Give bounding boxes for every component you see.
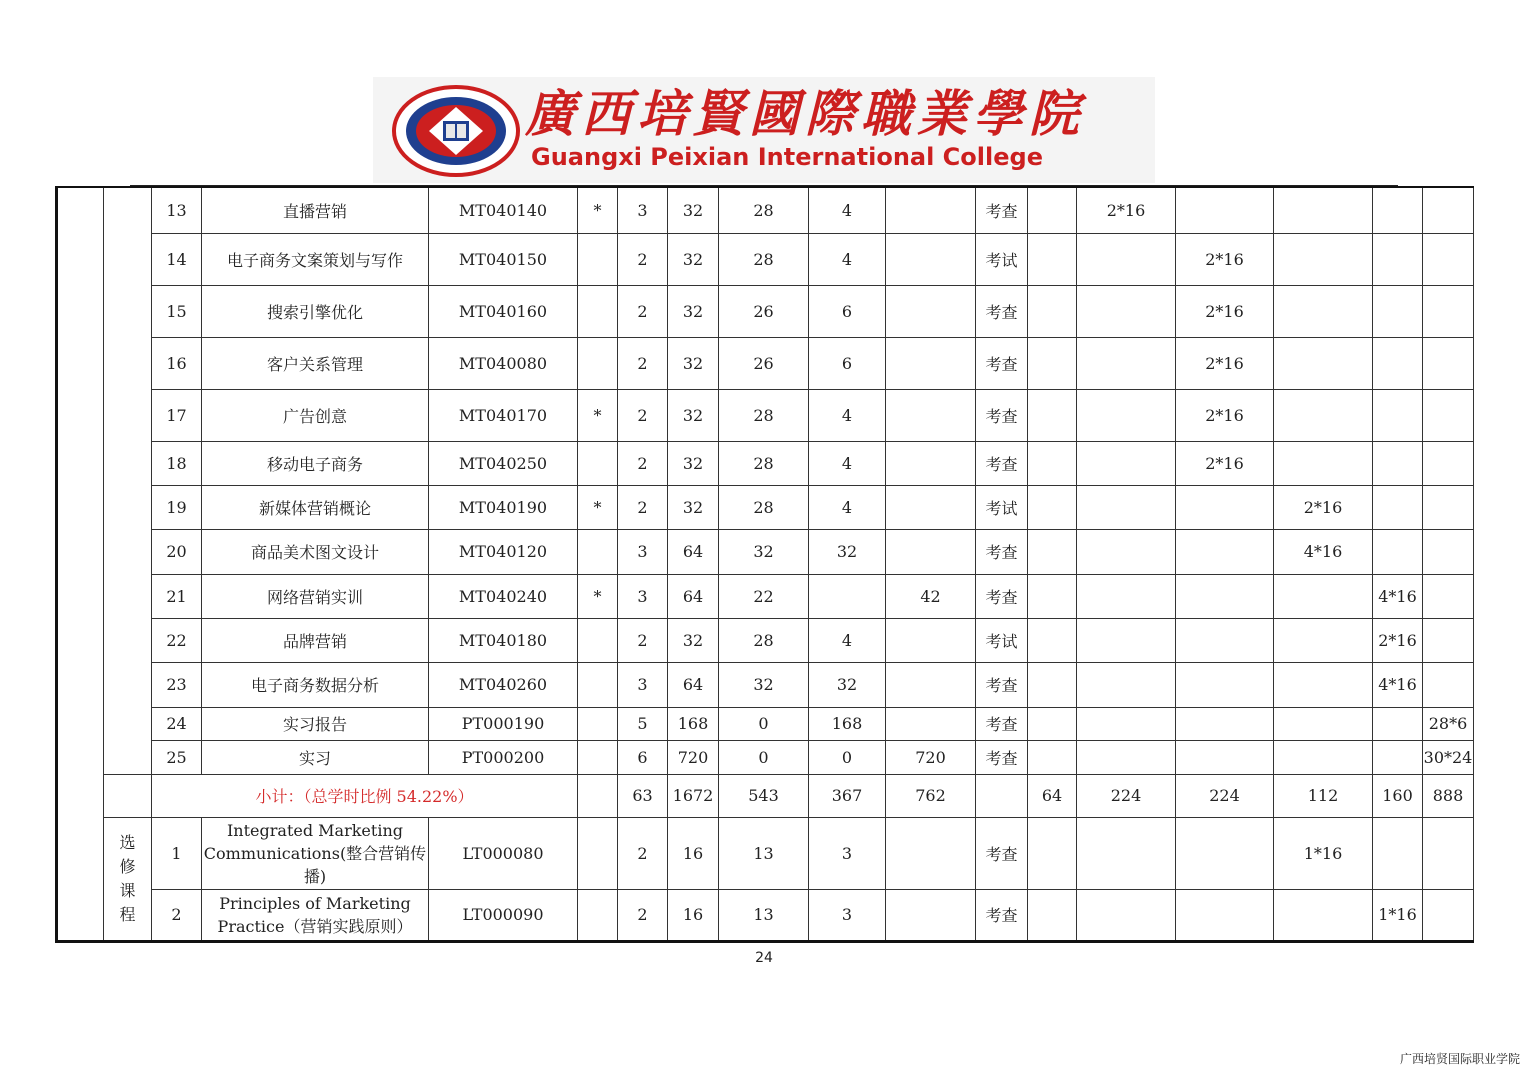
row-number: 1 <box>152 817 202 889</box>
semester-1 <box>1028 889 1077 941</box>
row-number: 19 <box>152 485 202 529</box>
semester-5 <box>1373 740 1423 774</box>
theory-hours: 26 <box>719 337 809 389</box>
semester-3 <box>1176 662 1274 707</box>
theory-hours: 0 <box>719 707 809 740</box>
practice-hours: 32 <box>809 662 886 707</box>
semester-1 <box>1028 187 1077 233</box>
semester-4 <box>1274 389 1373 441</box>
table-row <box>57 337 1474 389</box>
semester-6 <box>1423 337 1474 389</box>
semester-6 <box>1423 817 1474 889</box>
course-name: 电子商务数据分析 <box>202 662 429 707</box>
college-logo-emblem <box>391 85 521 177</box>
course-code: LT000080 <box>429 817 578 889</box>
course-schedule-table <box>55 186 1474 943</box>
theory-hours: 26 <box>719 285 809 337</box>
course-name: 搜索引擎优化 <box>202 285 429 337</box>
elective-row <box>57 817 1474 889</box>
subtotal-practice: 367 <box>809 774 886 817</box>
semester-5 <box>1373 817 1423 889</box>
core-mark <box>578 707 618 740</box>
semester-3: 2*16 <box>1176 441 1274 485</box>
semester-1 <box>1028 233 1077 285</box>
practice-hours: 32 <box>809 529 886 574</box>
semester-5: 4*16 <box>1373 574 1423 618</box>
semester-6 <box>1423 285 1474 337</box>
college-name-chinese: 廣西培賢國際職業學院 <box>525 84 1085 143</box>
table-row <box>57 441 1474 485</box>
semester-4 <box>1274 285 1373 337</box>
semester-2 <box>1077 707 1176 740</box>
practice-hours: 4 <box>809 389 886 441</box>
total-hours: 32 <box>668 187 719 233</box>
practice-hours <box>809 574 886 618</box>
semester-2 <box>1077 389 1176 441</box>
core-mark <box>578 285 618 337</box>
table-row <box>57 662 1474 707</box>
internship-hours <box>886 889 976 941</box>
semester-1 <box>1028 529 1077 574</box>
internship-hours <box>886 337 976 389</box>
semester-2 <box>1077 233 1176 285</box>
core-mark: * <box>578 389 618 441</box>
semester-3 <box>1176 740 1274 774</box>
internship-hours: 720 <box>886 740 976 774</box>
semester-5 <box>1373 233 1423 285</box>
semester-6 <box>1423 187 1474 233</box>
row-number: 15 <box>152 285 202 337</box>
course-code: MT040250 <box>429 441 578 485</box>
theory-hours: 28 <box>719 187 809 233</box>
internship-hours <box>886 618 976 662</box>
table-row <box>57 740 1474 774</box>
credits: 3 <box>618 662 668 707</box>
row-number: 13 <box>152 187 202 233</box>
semester-2 <box>1077 889 1176 941</box>
subtotal-s4: 112 <box>1274 774 1373 817</box>
theory-hours: 28 <box>719 233 809 285</box>
core-mark <box>578 337 618 389</box>
table-row <box>57 707 1474 740</box>
table-row <box>57 233 1474 285</box>
core-mark <box>578 740 618 774</box>
core-mark: * <box>578 485 618 529</box>
core-mark <box>578 662 618 707</box>
semester-6 <box>1423 574 1474 618</box>
semester-1 <box>1028 485 1077 529</box>
row-number: 17 <box>152 389 202 441</box>
elective-credit: 2 <box>618 889 668 941</box>
total-hours: 32 <box>668 485 719 529</box>
semester-3 <box>1176 485 1274 529</box>
semester-4 <box>1274 889 1373 941</box>
semester-3: 2*16 <box>1176 285 1274 337</box>
table-row <box>57 529 1474 574</box>
semester-2 <box>1077 740 1176 774</box>
internship-hours <box>886 187 976 233</box>
assessment-type: 考查 <box>976 574 1028 618</box>
internship-hours <box>886 529 976 574</box>
theory-hours: 32 <box>719 529 809 574</box>
semester-5 <box>1373 389 1423 441</box>
semester-6 <box>1423 889 1474 941</box>
course-code: MT040160 <box>429 285 578 337</box>
semester-1 <box>1028 337 1077 389</box>
course-code: PT000190 <box>429 707 578 740</box>
course-code: MT040150 <box>429 233 578 285</box>
course-name: 客户关系管理 <box>202 337 429 389</box>
elective-theory: 13 <box>719 889 809 941</box>
elective-row <box>57 889 1474 941</box>
total-hours: 168 <box>668 707 719 740</box>
assessment-type: 考查 <box>976 389 1028 441</box>
semester-2 <box>1077 618 1176 662</box>
core-mark <box>578 817 618 889</box>
row-number: 14 <box>152 233 202 285</box>
course-name: Integrated Marketing Communications(整合营销传播) <box>202 817 429 889</box>
course-name: 实习报告 <box>202 707 429 740</box>
semester-5 <box>1373 285 1423 337</box>
elective-practice: 3 <box>809 817 886 889</box>
credits: 2 <box>618 618 668 662</box>
total-hours: 64 <box>668 529 719 574</box>
core-mark <box>578 441 618 485</box>
internship-hours <box>886 817 976 889</box>
semester-3 <box>1176 889 1274 941</box>
semester-2 <box>1077 485 1176 529</box>
semester-4: 1*16 <box>1274 817 1373 889</box>
category-inner-cell <box>104 187 152 774</box>
table-row <box>57 187 1474 233</box>
semester-4 <box>1274 441 1373 485</box>
elective-practice: 3 <box>809 889 886 941</box>
total-hours: 32 <box>668 337 719 389</box>
subtotal-blank-cell <box>104 774 152 817</box>
semester-2 <box>1077 285 1176 337</box>
row-number: 22 <box>152 618 202 662</box>
course-name: 品牌营销 <box>202 618 429 662</box>
course-name: 实习 <box>202 740 429 774</box>
theory-hours: 28 <box>719 441 809 485</box>
semester-2 <box>1077 337 1176 389</box>
assessment-type: 考查 <box>976 441 1028 485</box>
assessment-type: 考查 <box>976 337 1028 389</box>
elective-total: 16 <box>668 817 719 889</box>
subtotal-extra: 762 <box>886 774 976 817</box>
table-row <box>57 389 1474 441</box>
credits: 2 <box>618 441 668 485</box>
subtotal-label: 小计：（总学时比例 54.22%） <box>152 774 578 817</box>
assessment-type: 考试 <box>976 485 1028 529</box>
course-code: MT040080 <box>429 337 578 389</box>
practice-hours: 0 <box>809 740 886 774</box>
semester-5: 4*16 <box>1373 662 1423 707</box>
semester-2 <box>1077 574 1176 618</box>
semester-4 <box>1274 233 1373 285</box>
internship-hours <box>886 707 976 740</box>
semester-1 <box>1028 285 1077 337</box>
college-name-english: Guangxi Peixian International College <box>531 143 1043 171</box>
practice-hours: 4 <box>809 441 886 485</box>
assessment-type: 考试 <box>976 618 1028 662</box>
course-code: MT040170 <box>429 389 578 441</box>
total-hours: 64 <box>668 574 719 618</box>
core-mark <box>578 618 618 662</box>
core-mark: * <box>578 187 618 233</box>
semester-4 <box>1274 740 1373 774</box>
semester-3 <box>1176 618 1274 662</box>
semester-4: 4*16 <box>1274 529 1373 574</box>
semester-5 <box>1373 707 1423 740</box>
semester-5: 2*16 <box>1373 618 1423 662</box>
theory-hours: 0 <box>719 740 809 774</box>
assessment-type: 考查 <box>976 529 1028 574</box>
subtotal-row <box>57 774 1474 817</box>
semester-4 <box>1274 662 1373 707</box>
practice-hours: 6 <box>809 337 886 389</box>
semester-2 <box>1077 662 1176 707</box>
semester-3 <box>1176 529 1274 574</box>
semester-2 <box>1077 441 1176 485</box>
semester-3: 2*16 <box>1176 389 1274 441</box>
course-code: MT040180 <box>429 618 578 662</box>
semester-3 <box>1176 187 1274 233</box>
theory-hours: 28 <box>719 618 809 662</box>
assessment-type: 考试 <box>976 233 1028 285</box>
assessment-type: 考查 <box>976 817 1028 889</box>
total-hours: 32 <box>668 618 719 662</box>
total-hours: 64 <box>668 662 719 707</box>
core-mark: * <box>578 574 618 618</box>
semester-6 <box>1423 618 1474 662</box>
course-code: MT040120 <box>429 529 578 574</box>
row-number: 23 <box>152 662 202 707</box>
college-banner <box>373 77 1155 183</box>
assessment-type: 考查 <box>976 740 1028 774</box>
internship-hours <box>886 485 976 529</box>
course-name: 新媒体营销概论 <box>202 485 429 529</box>
assessment-type: 考查 <box>976 187 1028 233</box>
total-hours: 32 <box>668 233 719 285</box>
semester-6 <box>1423 233 1474 285</box>
course-name: 广告创意 <box>202 389 429 441</box>
core-mark <box>578 529 618 574</box>
credits: 2 <box>618 337 668 389</box>
semester-3 <box>1176 574 1274 618</box>
semester-2 <box>1077 817 1176 889</box>
semester-6 <box>1423 441 1474 485</box>
semester-6: 28*6 <box>1423 707 1474 740</box>
credits: 3 <box>618 187 668 233</box>
semester-6 <box>1423 485 1474 529</box>
core-mark <box>578 233 618 285</box>
elective-credit: 2 <box>618 817 668 889</box>
course-name: 移动电子商务 <box>202 441 429 485</box>
course-code: MT040240 <box>429 574 578 618</box>
course-code: MT040140 <box>429 187 578 233</box>
credits: 2 <box>618 389 668 441</box>
semester-1 <box>1028 389 1077 441</box>
row-number: 24 <box>152 707 202 740</box>
category-outer-cell <box>57 187 104 941</box>
credits: 3 <box>618 574 668 618</box>
course-code: LT000090 <box>429 889 578 941</box>
semester-1 <box>1028 618 1077 662</box>
page-number: 24 <box>755 950 773 966</box>
credits: 2 <box>618 285 668 337</box>
total-hours: 32 <box>668 441 719 485</box>
practice-hours: 6 <box>809 285 886 337</box>
theory-hours: 28 <box>719 389 809 441</box>
semester-5 <box>1373 485 1423 529</box>
credits: 2 <box>618 233 668 285</box>
credits: 6 <box>618 740 668 774</box>
subtotal-s2: 224 <box>1077 774 1176 817</box>
assessment-type: 考查 <box>976 889 1028 941</box>
elective-theory: 13 <box>719 817 809 889</box>
course-code: PT000200 <box>429 740 578 774</box>
credits: 3 <box>618 529 668 574</box>
course-name: Principles of Marketing Practice（营销实践原则） <box>202 889 429 941</box>
semester-3 <box>1176 707 1274 740</box>
theory-hours: 22 <box>719 574 809 618</box>
internship-hours <box>886 233 976 285</box>
practice-hours: 4 <box>809 485 886 529</box>
semester-2 <box>1077 529 1176 574</box>
course-name: 网络营销实训 <box>202 574 429 618</box>
semester-4 <box>1274 337 1373 389</box>
semester-4 <box>1274 574 1373 618</box>
elective-category-label: 选 修 课 程 <box>104 817 152 941</box>
subtotal-s1: 64 <box>1028 774 1077 817</box>
course-name: 直播营销 <box>202 187 429 233</box>
credits: 2 <box>618 485 668 529</box>
course-name: 电子商务文案策划与写作 <box>202 233 429 285</box>
total-hours: 720 <box>668 740 719 774</box>
total-hours: 32 <box>668 285 719 337</box>
semester-5 <box>1373 441 1423 485</box>
subtotal-theory: 543 <box>719 774 809 817</box>
semester-4: 2*16 <box>1274 485 1373 529</box>
semester-1 <box>1028 707 1077 740</box>
semester-5: 1*16 <box>1373 889 1423 941</box>
row-number: 16 <box>152 337 202 389</box>
theory-hours: 32 <box>719 662 809 707</box>
course-code: MT040260 <box>429 662 578 707</box>
table-row <box>57 574 1474 618</box>
semester-6: 30*24 <box>1423 740 1474 774</box>
semester-6 <box>1423 662 1474 707</box>
theory-hours: 28 <box>719 485 809 529</box>
practice-hours: 4 <box>809 233 886 285</box>
row-number: 21 <box>152 574 202 618</box>
course-name: 商品美术图文设计 <box>202 529 429 574</box>
internship-hours <box>886 389 976 441</box>
semester-3 <box>1176 817 1274 889</box>
semester-1 <box>1028 817 1077 889</box>
subtotal-s5: 160 <box>1373 774 1423 817</box>
practice-hours: 4 <box>809 618 886 662</box>
row-number: 18 <box>152 441 202 485</box>
assessment-type <box>976 774 1028 817</box>
assessment-type: 考查 <box>976 707 1028 740</box>
core-mark <box>578 889 618 941</box>
practice-hours: 4 <box>809 187 886 233</box>
assessment-type: 考查 <box>976 285 1028 337</box>
subtotal-s3: 224 <box>1176 774 1274 817</box>
core-mark <box>578 774 618 817</box>
semester-5 <box>1373 529 1423 574</box>
semester-1 <box>1028 574 1077 618</box>
semester-5 <box>1373 337 1423 389</box>
semester-1 <box>1028 662 1077 707</box>
semester-1 <box>1028 740 1077 774</box>
credits: 5 <box>618 707 668 740</box>
subtotal-total: 1672 <box>668 774 719 817</box>
semester-3: 2*16 <box>1176 337 1274 389</box>
subtotal-credit: 63 <box>618 774 668 817</box>
semester-6 <box>1423 389 1474 441</box>
internship-hours <box>886 662 976 707</box>
footer-college-name: 广西培贤国际职业学院 <box>1399 1052 1520 1066</box>
assessment-type: 考查 <box>976 662 1028 707</box>
semester-3: 2*16 <box>1176 233 1274 285</box>
semester-4 <box>1274 707 1373 740</box>
internship-hours <box>886 441 976 485</box>
semester-6 <box>1423 529 1474 574</box>
practice-hours: 168 <box>809 707 886 740</box>
row-number: 25 <box>152 740 202 774</box>
semester-5 <box>1373 187 1423 233</box>
subtotal-s6: 888 <box>1423 774 1474 817</box>
row-number: 2 <box>152 889 202 941</box>
semester-2: 2*16 <box>1077 187 1176 233</box>
elective-total: 16 <box>668 889 719 941</box>
internship-hours: 42 <box>886 574 976 618</box>
internship-hours <box>886 285 976 337</box>
semester-4 <box>1274 618 1373 662</box>
course-code: MT040190 <box>429 485 578 529</box>
semester-4 <box>1274 187 1373 233</box>
row-number: 20 <box>152 529 202 574</box>
total-hours: 32 <box>668 389 719 441</box>
table-row <box>57 618 1474 662</box>
semester-1 <box>1028 441 1077 485</box>
table-row <box>57 285 1474 337</box>
table-row <box>57 485 1474 529</box>
